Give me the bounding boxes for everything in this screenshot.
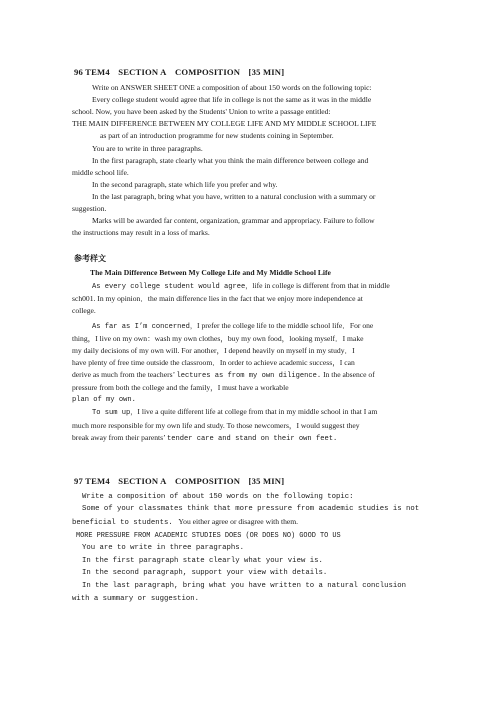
- time-limit: [35 MIN]: [248, 475, 285, 486]
- essay-line: sch001. In my opinion．the main difference lies in the fact that we enjoy more independence at: [72, 293, 363, 303]
- instruction-line: middle school life.: [72, 167, 129, 177]
- time-limit: [35 MIN]: [248, 67, 285, 77]
- instruction-line: as part of an introduction programme for new students coining in September.: [100, 131, 334, 141]
- section-label: SECTION A: [118, 67, 167, 77]
- instruction-line: Every college student would agree that life in college is not the same as it was in the middle: [92, 95, 372, 105]
- instruction-line: suggestion.: [72, 204, 107, 214]
- document-page: [72, 66, 434, 605]
- reference-essay-label: 参考样文: [74, 254, 106, 264]
- instruction-line: beneficial to students. You either agree or disagree with them.: [72, 517, 299, 527]
- section-label: SECTION A: [118, 475, 167, 486]
- instruction-line: In the second paragraph, support your view with details.: [82, 569, 328, 578]
- essay-title: The Main Difference Between My College Life and My Middle School Life: [90, 268, 331, 278]
- essay-line: plan of my own.: [72, 396, 136, 405]
- section-97-heading: [74, 475, 434, 487]
- section-96-heading: [74, 66, 434, 78]
- topic-title: MORE PRESSURE FROM ACADEMIC STUDIES DOES (OR DOES NO) GOOD TO US: [76, 531, 341, 540]
- essay-line: college.: [72, 305, 96, 315]
- instruction-line: Write on ANSWER SHEET ONE a composition of about 150 words on the following topic:: [92, 83, 372, 93]
- topic-title: THE MAIN DIFFERENCE BETWEEN MY COLLEGE LIFE AND MY MIDDLE SCHOOL LIFE: [72, 119, 377, 129]
- essay-line: As every college student would agree，life in college is different from that in middle: [92, 280, 390, 291]
- instruction-line: Some of your classmates think that more pressure from academic studies is not: [82, 505, 420, 514]
- essay-line: derive as much from the teachers’ lectures as from my own diligence. In the absence of: [72, 370, 375, 381]
- exam-code: 96 TEM4: [74, 67, 110, 77]
- instruction-line: with a summary or suggestion.: [72, 594, 199, 603]
- instruction-line: In the first paragraph state clearly what your view is.: [82, 556, 323, 565]
- essay-line: break away from their parents’ tender care and stand on their own feet.: [72, 432, 338, 443]
- essay-line: my daily decisions of my own will. For another，I depend heavily on myself in my study．I: [72, 345, 355, 355]
- instruction-line: school. Now, you have been asked by the Students' Union to write a passage entitled:: [72, 107, 331, 117]
- essay-line: As far as I’m concerned，I prefer the college life to the middle school life．For one: [92, 320, 374, 331]
- essay-line: have plenty of free time outside the classroom．In order to achieve academic success，I can: [72, 358, 355, 368]
- instruction-line: You are to write in three paragraphs.: [82, 544, 245, 553]
- instruction-line: the instructions may result in a loss of marks.: [72, 228, 210, 238]
- instruction-line: In the second paragraph, state which life you prefer and why.: [92, 179, 278, 189]
- essay-line: much more responsible for my own life and study. To those newcomers，I would suggest they: [72, 420, 360, 430]
- essay-line: thing，I live on my own：wash my own clothes，buy my own food，looking myself．I make: [72, 333, 364, 343]
- instruction-line: Marks will be awarded far content, organization, grammar and appropriacy. Failure to follow: [92, 216, 375, 226]
- instruction-line: Write a composition of about 150 words on the following topic:: [82, 492, 354, 501]
- exam-code: 97 TEM4: [74, 475, 110, 486]
- task-label: COMPOSITION: [174, 475, 241, 486]
- instruction-line: You are to write in three paragraphs.: [92, 143, 203, 153]
- essay-line: To sum up，I live a quite different life at college from that in my middle school in that I am: [92, 407, 378, 418]
- instruction-line: In the first paragraph, state clearly what you think the main difference between college and: [92, 155, 369, 165]
- task-label: COMPOSITION: [174, 67, 241, 77]
- essay-line: pressure from both the college and the family，I must have a workable: [72, 383, 289, 393]
- instruction-line: In the last paragraph, bring what you have written to a natural conclusion: [82, 581, 407, 590]
- instruction-line: In the last paragraph, bring what you have, written to a natural conclusion with a summary or: [92, 191, 376, 201]
